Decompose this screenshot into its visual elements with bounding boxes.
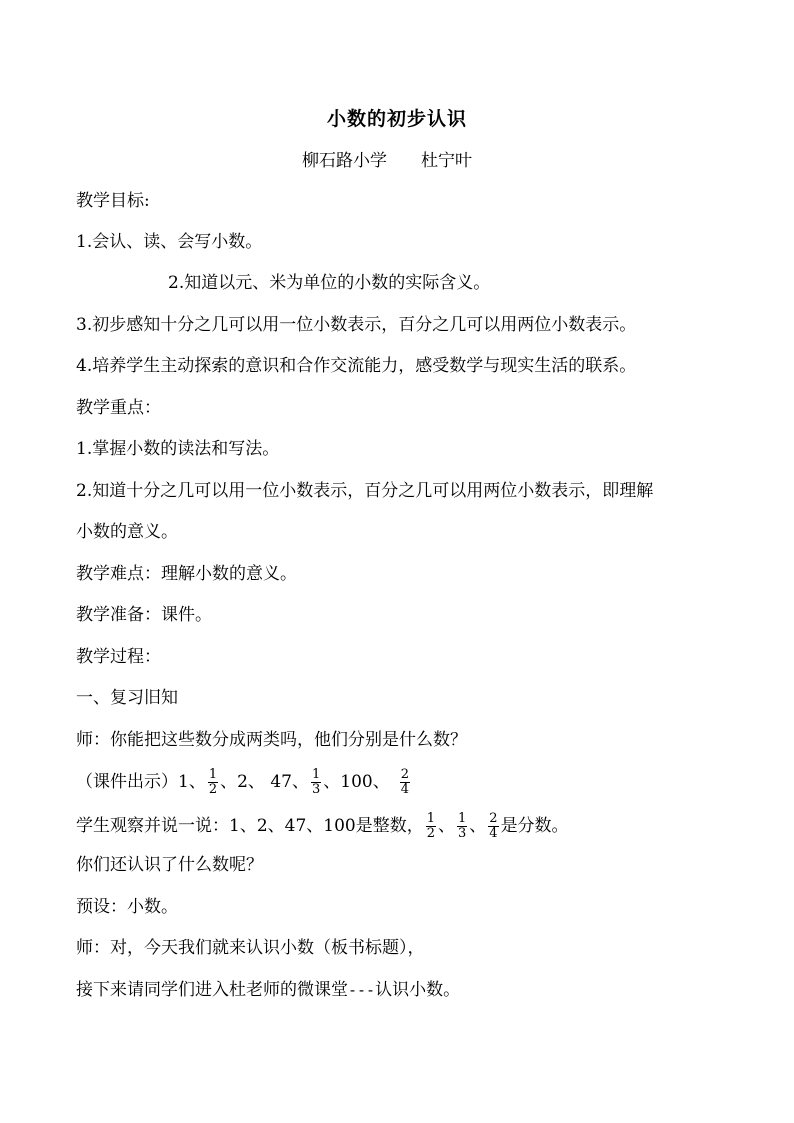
fraction: $\frac{1}{2}$: [208, 767, 218, 797]
objective-3: 3.初步感知十分之几可以用一位小数表示，百分之几可以用两位小数表示。: [76, 315, 637, 335]
school-name: 柳石路小学: [302, 151, 387, 171]
key-point-2-line2: 小数的意义。: [76, 522, 178, 542]
page-title: 小数的初步认识: [326, 108, 467, 130]
preparation: 教学准备：课件。: [76, 605, 212, 625]
byline: [302, 146, 472, 171]
difficulty: 教学难点：理解小数的意义。: [76, 564, 297, 584]
preset-answer: 预设：小数。: [76, 897, 178, 917]
fraction: $\frac{2}{4}$: [489, 811, 498, 841]
process-heading: 教学过程：: [76, 647, 161, 667]
fraction: $\frac{2}{4}$: [400, 767, 409, 797]
ask-more: 你们还认识了什么数呢？: [76, 855, 263, 875]
next-step: 接下来请同学们进入杜老师的微课堂---认识小数。: [76, 980, 461, 1000]
key-point-1: 1.掌握小数的读法和写法。: [76, 439, 280, 459]
courseware-prefix: （课件出示）1、: [76, 772, 206, 792]
objective-1: 1.会认、读、会写小数。: [76, 232, 263, 252]
student-answer: 学生观察并说一说：1、2、47、100是整数， $\frac{1}{2}$ 、 $\frac{1}{3}$ 、 $\frac{2}{4}$ 是分数。: [76, 811, 569, 841]
objective-2: 2.知道以元、米为单位的小数的实际含义。: [168, 273, 491, 293]
fraction: $\frac{1}{2}$: [426, 811, 435, 841]
author-name: 杜宁叶: [421, 151, 472, 171]
objective-4: 4.培养学生主动探索的意识和合作交流能力，感受数学与现实生活的联系。: [76, 356, 637, 376]
key-points-heading: 教学重点：: [76, 398, 161, 418]
courseware-numbers: （课件出示）1、 $\frac{1}{2}$ 、2、 47、 $\frac{1}{3}$ 、100、 $\frac{2}{4}$: [76, 767, 409, 797]
objectives-heading: 教学目标:: [76, 191, 150, 211]
teacher-question: 师：你能把这些数分成两类吗，他们分别是什么数？: [76, 730, 467, 750]
section-1-heading: 一、复习旧知: [76, 688, 178, 708]
fraction: $\frac{1}{3}$: [311, 767, 321, 797]
teacher-confirm: 师：对，今天我们就来认识小数（板书标题），: [76, 938, 425, 958]
key-point-2-line1: 2.知道十分之几可以用一位小数表示，百分之几可以用两位小数表示，即理解: [76, 481, 654, 501]
fraction: $\frac{1}{3}$: [458, 811, 467, 841]
